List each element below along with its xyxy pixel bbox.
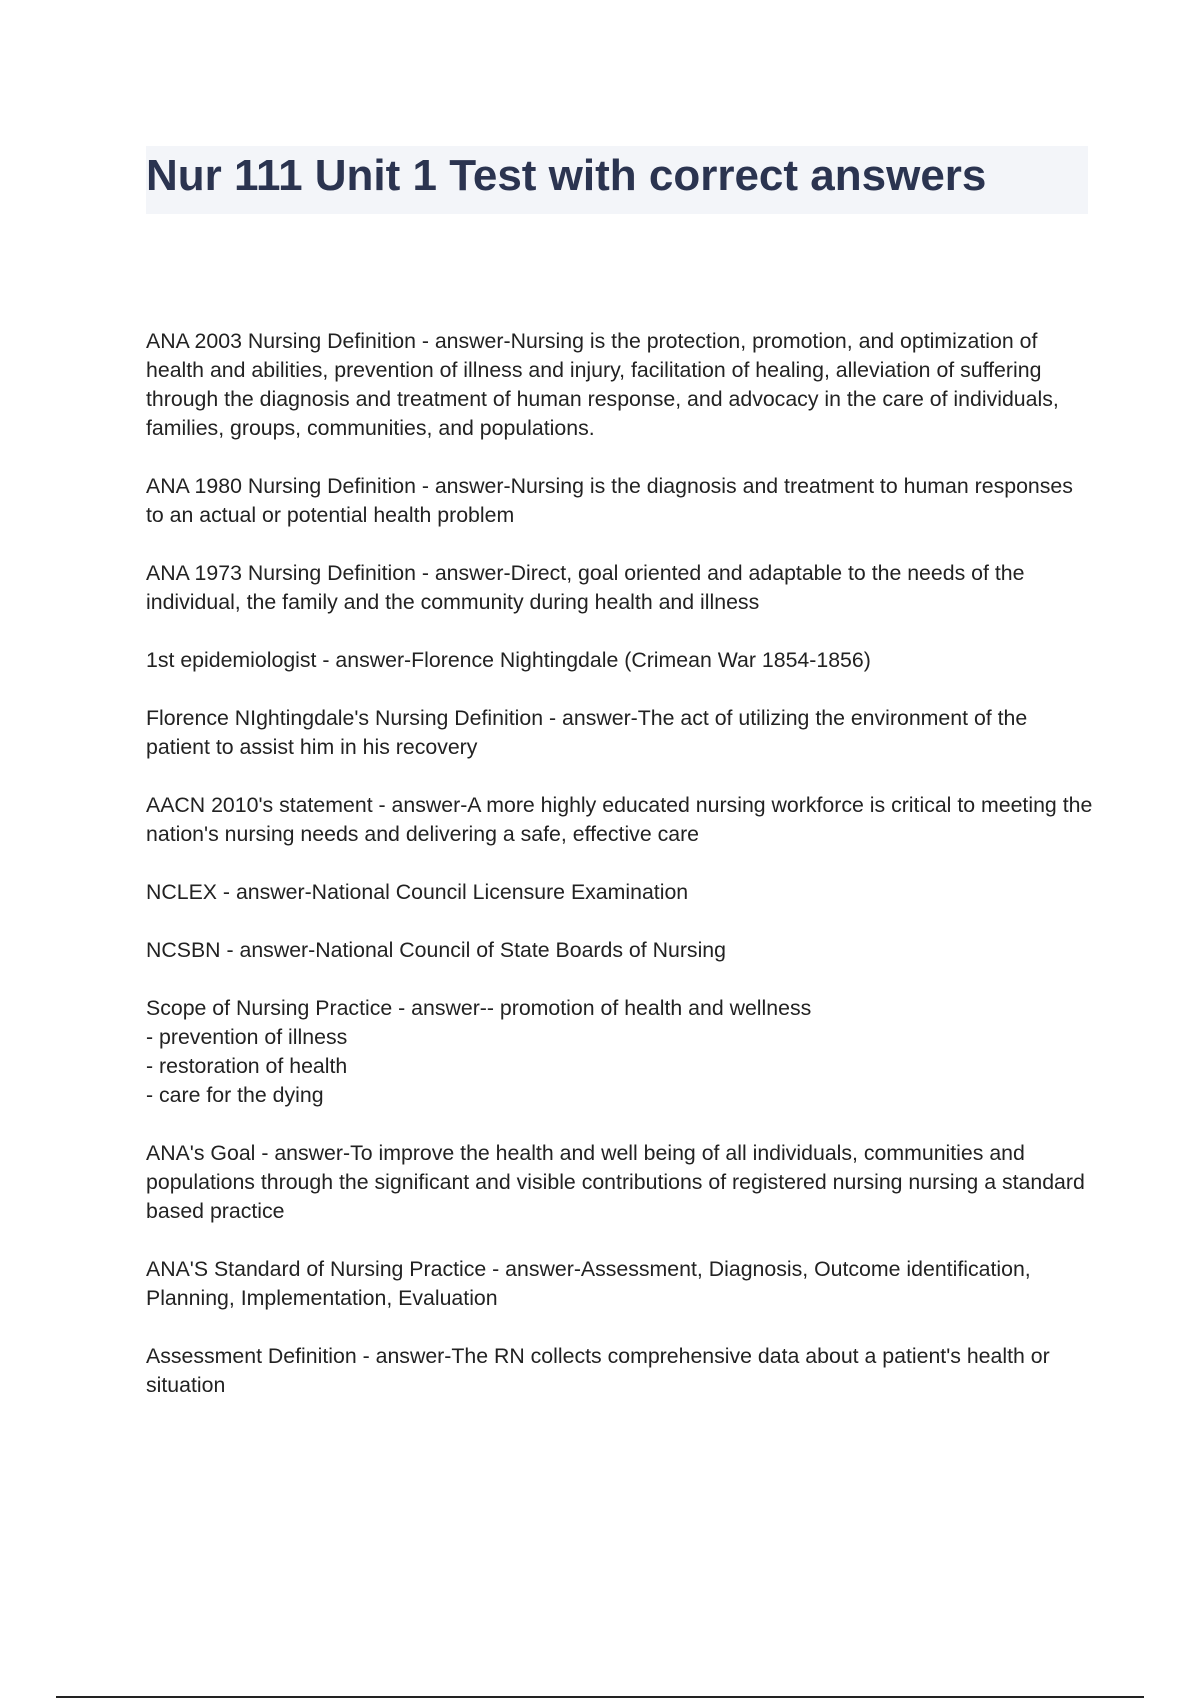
qa-list: [146, 327, 1096, 1429]
qa-item: ANA'S Standard of Nursing Practice - answer-Assessment, Diagnosis, Outcome identification, Planning, Implementation, Evaluation: [146, 1257, 1031, 1310]
qa-item: 1st epidemiologist - answer-Florence Nightingdale (Crimean War 1854-1856): [146, 648, 871, 672]
qa-item: NCLEX - answer-National Council Licensure Examination: [146, 880, 689, 904]
qa-item: Assessment Definition - answer-The RN collects comprehensive data about a patient's health or situation: [146, 1344, 1050, 1397]
qa-item: NCSBN - answer-National Council of State Boards of Nursing: [146, 938, 726, 962]
document-title: Nur 111 Unit 1 Test with correct answers: [146, 151, 987, 200]
footer-divider: [56, 1696, 1144, 1698]
qa-item: Florence NIghtingdale's Nursing Definition - answer-The act of utilizing the environment of the patient to assist him in his recovery: [146, 706, 1028, 759]
qa-item: ANA 1980 Nursing Definition - answer-Nursing is the diagnosis and treatment to human responses to an actual or potential health problem: [146, 474, 1073, 527]
qa-item: Scope of Nursing Practice - answer-- promotion of health and wellness - prevention of illness - restoration of health - care for the dying: [146, 996, 812, 1107]
qa-item: ANA 1973 Nursing Definition - answer-Direct, goal oriented and adaptable to the needs of the individual, the family and the community during health and illness: [146, 561, 1025, 614]
qa-item: ANA's Goal - answer-To improve the health and well being of all individuals, communities and populations through the significant and visible contributions of registered nursing nursing a standard based practice: [146, 1141, 1085, 1223]
qa-item: AACN 2010's statement - answer-A more highly educated nursing workforce is critical to meeting the nation's nursing needs and delivering a safe, effective care: [146, 793, 1093, 846]
title-banner: [146, 146, 1088, 214]
qa-item: ANA 2003 Nursing Definition - answer-Nursing is the protection, promotion, and optimization of health and abilities, prevention of illness and injury, facilitation of healing, alleviation of suffering through the diagnosis and treatment of human response, and advocacy in the care of individuals, families, groups, communities, and populations.: [146, 329, 1059, 440]
